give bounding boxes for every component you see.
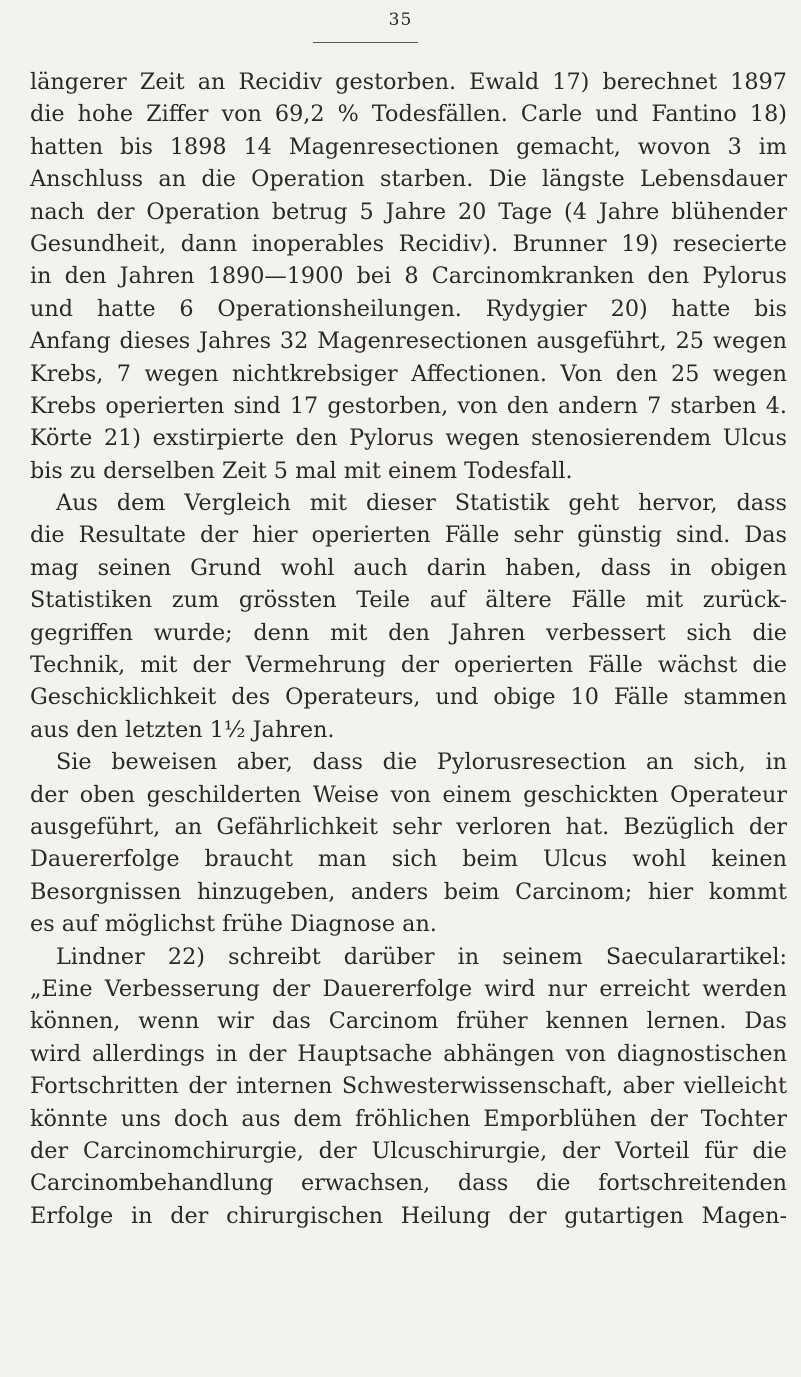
text-line: die Resultate der hier operierten Fälle sehr günstig sind. Das [30,522,787,549]
page-number: 35 [388,10,413,30]
text-line: Statistiken zum grössten Teile auf ältere Fälle mit zurück- [30,587,787,614]
text-line: längerer Zeit an Recidiv gestorben. Ewald 17) berechnet 1897 [30,69,787,95]
body-text [30,66,787,1232]
text-line: Krebs, 7 wegen nichtkrebsiger Affectionen. Von den 25 wegen [30,360,787,387]
text-line: die hohe Ziffer von 69,2 % Todesfällen. Carle und Fantino 18) [30,101,787,128]
text-line: der oben geschilderten Weise von einem geschickten Operateur [30,781,787,808]
text-line: Anfang dieses Jahres 32 Magenresectionen ausgeführt, 25 wegen [30,328,787,355]
text-line: Lindner 22) schreibt darüber in seinem Saecularartikel: [56,943,787,970]
text-line: könnte uns doch aus dem fröhlichen Emporblühen der Tochter [30,1105,787,1132]
text-line: Anschluss an die Operation starben. Die längste Lebensdauer [30,166,787,193]
text-line: „Eine Verbesserung der Dauererfolge wird nur erreicht werden [30,975,787,1002]
text-line: ausgeführt, an Gefährlichkeit sehr verloren hat. Bezüglich der [30,813,787,840]
text-line: Besorgnissen hinzugeben, anders beim Carcinom; hier kommt [30,878,787,905]
text-line: Dauererfolge braucht man sich beim Ulcus wohl keinen [30,846,787,873]
text-line: Krebs operierten sind 17 gestorben, von den andern 7 starben 4. [30,392,787,419]
text-line: Aus dem Vergleich mit dieser Statistik geht hervor, dass [56,490,787,517]
text-line: es auf möglichst frühe Diagnose an. [30,911,437,938]
text-line: Gesundheit, dann inoperables Recidiv). Brunner 19) resecierte [30,230,787,257]
text-line: und hatte 6 Operationsheilungen. Rydygier 20) hatte bis [30,295,787,322]
text-line: Fortschritten der internen Schwesterwissenschaft, aber vielleicht [30,1073,787,1100]
text-line: Erfolge in der chirurgischen Heilung der gutartigen Magen- [30,1202,787,1229]
text-line: wird allerdings in der Hauptsache abhängen von diagnostischen [30,1040,787,1067]
text-line: in den Jahren 1890—1900 bei 8 Carcinomkranken den Pylorus [30,263,787,290]
text-line: nach der Operation betrug 5 Jahre 20 Tage (4 Jahre blühender [30,198,787,225]
text-line: können, wenn wir das Carcinom früher kennen lernen. Das [30,1008,787,1035]
text-line: der Carcinomchirurgie, der Ulcuschirurgie, der Vorteil für die [30,1137,787,1164]
text-line: mag seinen Grund wohl auch darin haben, dass in obigen [30,554,787,581]
text-line: hatten bis 1898 14 Magenresectionen gemacht, wovon 3 im [30,133,787,160]
text-line: Technik, mit der Vermehrung der operierten Fälle wächst die [30,652,787,679]
text-line: Geschicklichkeit des Operateurs, und obige 10 Fälle stammen [30,684,787,711]
text-line: Carcinombehandlung erwachsen, dass die fortschreitenden [30,1170,787,1197]
header-rule [313,42,418,43]
text-line: Sie beweisen aber, dass die Pylorusresection an sich, in [56,749,787,776]
text-line: aus den letzten 1½ Jahren. [30,716,335,743]
text-line: bis zu derselben Zeit 5 mal mit einem Todesfall. [30,457,573,484]
text-line: Körte 21) exstirpierte den Pylorus wegen stenosierendem Ulcus [30,425,787,452]
text-line: gegriffen wurde; denn mit den Jahren verbessert sich die [30,619,787,646]
